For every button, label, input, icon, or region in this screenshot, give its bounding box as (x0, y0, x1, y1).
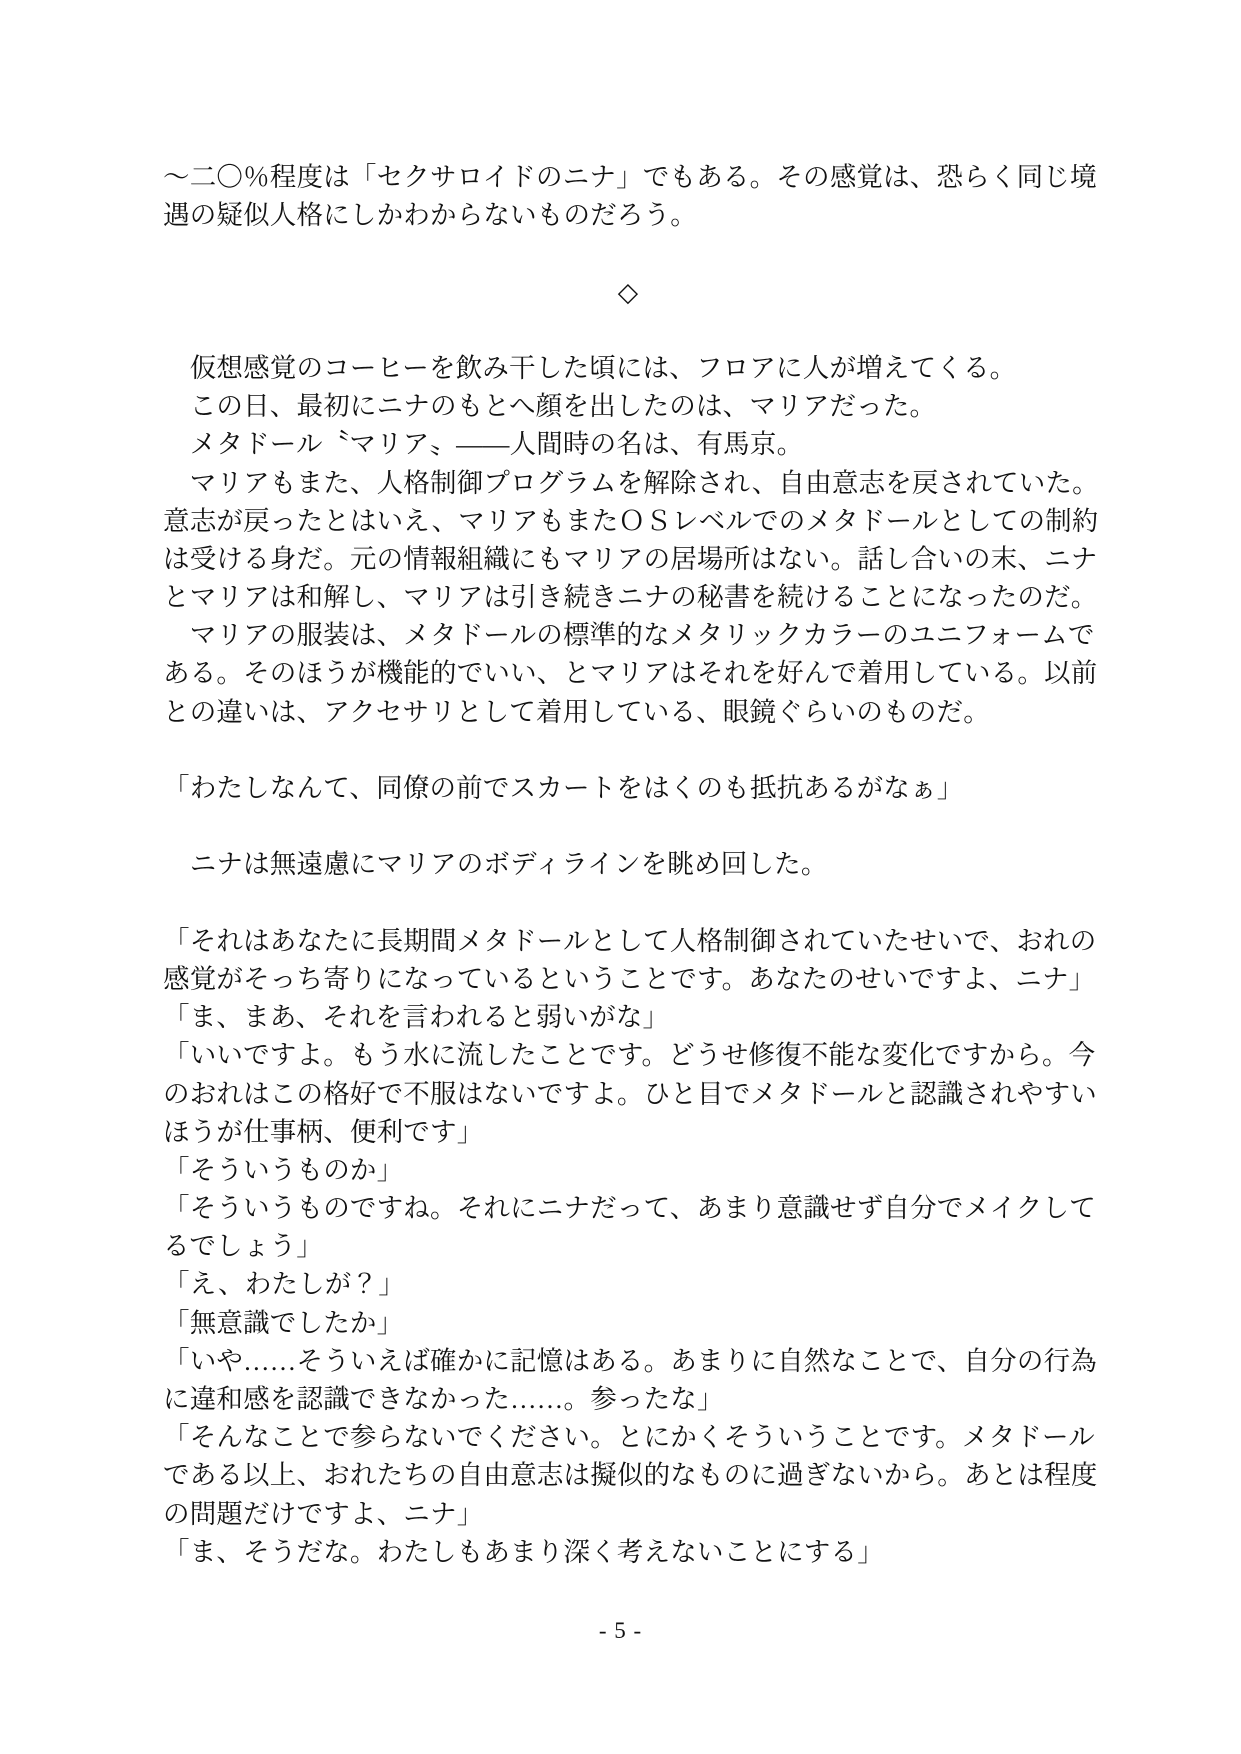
text-line: のおれはこの格好で不服はないですよ。ひと目でメタドールと認識されやすい (163, 1078, 1097, 1109)
blank-line (163, 731, 1093, 769)
text-line: 仮想感覚のコーヒーを飲み干した頃には、フロアに人が増えてくる。 (163, 352, 1017, 383)
text-line: 「いいですよ。もう水に流したことです。どうせ修復不能な変化ですから。今 (163, 1040, 1096, 1071)
text-line: 「いや……そういえば確かに記憶はある。あまりに自然なことで、自分の行為 (163, 1345, 1097, 1376)
text-line: 「無意識でしたか」 (163, 1307, 404, 1338)
page-footer (0, 1618, 1241, 1644)
page-number: - 5 - (598, 1618, 643, 1643)
text-line: ほうが仕事柄、便利です」 (163, 1116, 484, 1147)
blank-line (163, 807, 1093, 845)
text-line: との違いは、アクセサリとして着用している、眼鏡ぐらいのものだ。 (163, 696, 990, 727)
text-line: の問題だけですよ、ニナ」 (163, 1498, 484, 1529)
text-line: 「ま、そうだな。わたしもあまり深く考えないことにする」 (163, 1536, 884, 1567)
text-line: 「え、わたしが？」 (163, 1269, 405, 1300)
text-line: ～二〇％程度は「セクサロイドのニナ」でもある。その感覚は、恐らく同じ境 (163, 162, 1097, 192)
blank-line (163, 234, 1093, 272)
text-line: ニナは無遠慮にマリアのボディラインを眺め回した。 (163, 849, 828, 880)
text-line: 意志が戻ったとはいえ、マリアもまたＯＳレベルでのメタドールとしての制約 (163, 505, 1099, 536)
text-line: 「そんなことで参らないでください。とにかくそういうことです。メタドール (163, 1422, 1095, 1453)
text-line: 「そういうものですね。それにニナだって、あまり意識せず自分でメイクして (163, 1193, 1096, 1224)
text-line: マリアもまた、人格制御プログラムを解除され、自由意志を戻されていた。 (163, 467, 1099, 498)
text-line: メタドール〝マリア〟――人間時の名は、有馬京。 (163, 429, 804, 460)
text-block (163, 158, 1099, 1571)
text-line: 遇の疑似人格にしかわからないものだろう。 (163, 200, 697, 231)
text-line: マリアの服装は、メタドールの標準的なメタリックカラーのユニフォームで (163, 620, 1095, 651)
text-line: 「それはあなたに長期間メタドールとして人格制御されていたせいで、おれの (163, 925, 1097, 956)
text-line: 「ま、まあ、それを言われると弱いがな」 (163, 1002, 670, 1033)
section-divider: ◇ (617, 276, 639, 307)
text-line: るでしょう」 (163, 1231, 323, 1262)
text-line: に違和感を認識できなかった……。参ったな」 (163, 1384, 724, 1414)
text-line: とマリアは和解し、マリアは引き続きニナの秘書を続けることになったのだ。 (163, 582, 1098, 613)
text-line: 「そういうものか」 (163, 1154, 404, 1185)
blank-line (163, 311, 1093, 349)
blank-line (163, 884, 1093, 922)
text-line: である以上、おれたちの自由意志は擬似的なものに過ぎないから。あとは程度 (163, 1460, 1098, 1491)
text-line: 「わたしなんて、同僚の前でスカートをはくのも抵抗あるがなぁ」 (163, 773, 964, 803)
text-line: は受ける身だ。元の情報組織にもマリアの居場所はない。話し合いの末、ニナ (163, 543, 1098, 574)
text-line: ある。そのほうが機能的でいい、とマリアはそれを好んで着用している。以前 (163, 658, 1098, 689)
text-line: この日、最初にニナのもとへ顔を出したのは、マリアだった。 (163, 391, 937, 422)
text-line: 感覚がそっち寄りになっているということです。あなたのせいですよ、ニナ」 (163, 963, 1096, 994)
